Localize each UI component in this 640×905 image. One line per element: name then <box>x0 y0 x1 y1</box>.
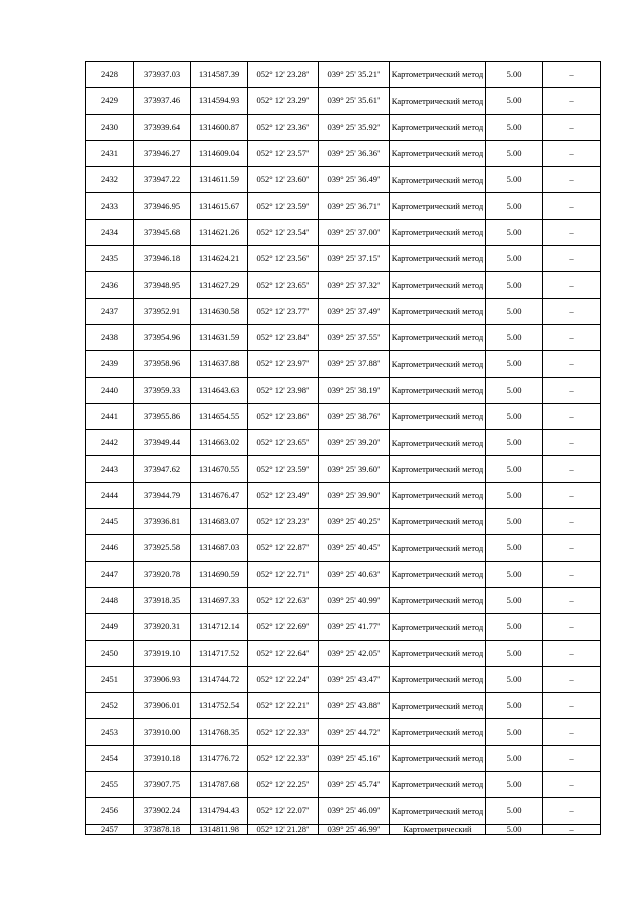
method-cell: Картометрический метод <box>390 666 486 692</box>
note-cell: – <box>543 430 601 456</box>
note-cell: – <box>543 772 601 798</box>
method-cell: Картометрический метод <box>390 614 486 640</box>
accuracy-cell: 5.00 <box>486 482 543 508</box>
latitude-cell: 052° 12' 22.07" <box>248 798 319 824</box>
method-cell: Картометрический метод <box>390 430 486 456</box>
method-cell: Картометрический <box>390 824 486 834</box>
table-row <box>86 298 601 324</box>
table-row <box>86 272 601 298</box>
accuracy-cell: 5.00 <box>486 824 543 834</box>
table-row <box>86 456 601 482</box>
latitude-cell: 052° 12' 23.28" <box>248 62 319 88</box>
y-coordinate-cell: 1314752.54 <box>191 693 248 719</box>
table-row <box>86 614 601 640</box>
note-cell: – <box>543 219 601 245</box>
longitude-cell: 039° 25' 45.16" <box>319 745 390 771</box>
accuracy-cell: 5.00 <box>486 219 543 245</box>
x-coordinate-cell: 373947.62 <box>134 456 191 482</box>
table-row <box>86 140 601 166</box>
longitude-cell: 039° 25' 37.15" <box>319 246 390 272</box>
x-coordinate-cell: 373918.35 <box>134 587 191 613</box>
note-cell: – <box>543 324 601 350</box>
method-cell: Картометрический метод <box>390 640 486 666</box>
table-row <box>86 482 601 508</box>
point-number-cell: 2440 <box>86 377 134 403</box>
y-coordinate-cell: 1314776.72 <box>191 745 248 771</box>
point-number-cell: 2450 <box>86 640 134 666</box>
y-coordinate-cell: 1314687.03 <box>191 535 248 561</box>
accuracy-cell: 5.00 <box>486 640 543 666</box>
x-coordinate-cell: 373910.00 <box>134 719 191 745</box>
longitude-cell: 039° 25' 35.61" <box>319 88 390 114</box>
latitude-cell: 052° 12' 23.98" <box>248 377 319 403</box>
x-coordinate-cell: 373937.03 <box>134 62 191 88</box>
y-coordinate-cell: 1314621.26 <box>191 219 248 245</box>
accuracy-cell: 5.00 <box>486 798 543 824</box>
point-number-cell: 2451 <box>86 666 134 692</box>
note-cell: – <box>543 298 601 324</box>
note-cell: – <box>543 62 601 88</box>
x-coordinate-cell: 373920.31 <box>134 614 191 640</box>
latitude-cell: 052° 12' 22.63" <box>248 587 319 613</box>
x-coordinate-cell: 373925.58 <box>134 535 191 561</box>
x-coordinate-cell: 373944.79 <box>134 482 191 508</box>
x-coordinate-cell: 373906.01 <box>134 693 191 719</box>
note-cell: – <box>543 403 601 429</box>
latitude-cell: 052° 12' 22.25" <box>248 772 319 798</box>
accuracy-cell: 5.00 <box>486 88 543 114</box>
latitude-cell: 052° 12' 23.84" <box>248 324 319 350</box>
point-number-cell: 2439 <box>86 351 134 377</box>
method-cell: Картометрический метод <box>390 482 486 508</box>
method-cell: Картометрический метод <box>390 693 486 719</box>
table-row <box>86 798 601 824</box>
table-row <box>86 745 601 771</box>
table-row <box>86 193 601 219</box>
table-row <box>86 114 601 140</box>
note-cell: – <box>543 88 601 114</box>
point-number-cell: 2437 <box>86 298 134 324</box>
accuracy-cell: 5.00 <box>486 114 543 140</box>
note-cell: – <box>543 509 601 535</box>
accuracy-cell: 5.00 <box>486 351 543 377</box>
accuracy-cell: 5.00 <box>486 430 543 456</box>
method-cell: Картометрический метод <box>390 167 486 193</box>
latitude-cell: 052° 12' 22.33" <box>248 719 319 745</box>
x-coordinate-cell: 373946.27 <box>134 140 191 166</box>
note-cell: – <box>543 272 601 298</box>
latitude-cell: 052° 12' 21.28" <box>248 824 319 834</box>
accuracy-cell: 5.00 <box>486 324 543 350</box>
table-row <box>86 693 601 719</box>
table-row <box>86 246 601 272</box>
longitude-cell: 039° 25' 38.19" <box>319 377 390 403</box>
latitude-cell: 052° 12' 23.86" <box>248 403 319 429</box>
x-coordinate-cell: 373958.96 <box>134 351 191 377</box>
y-coordinate-cell: 1314697.33 <box>191 587 248 613</box>
accuracy-cell: 5.00 <box>486 509 543 535</box>
method-cell: Картометрический метод <box>390 798 486 824</box>
point-number-cell: 2457 <box>86 824 134 834</box>
latitude-cell: 052° 12' 22.87" <box>248 535 319 561</box>
method-cell: Картометрический метод <box>390 140 486 166</box>
latitude-cell: 052° 12' 23.60" <box>248 167 319 193</box>
x-coordinate-cell: 373947.22 <box>134 167 191 193</box>
y-coordinate-cell: 1314670.55 <box>191 456 248 482</box>
method-cell: Картометрический метод <box>390 403 486 429</box>
latitude-cell: 052° 12' 23.57" <box>248 140 319 166</box>
x-coordinate-cell: 373954.96 <box>134 324 191 350</box>
point-number-cell: 2430 <box>86 114 134 140</box>
x-coordinate-cell: 373948.95 <box>134 272 191 298</box>
y-coordinate-cell: 1314712.14 <box>191 614 248 640</box>
table-row <box>86 561 601 587</box>
y-coordinate-cell: 1314637.88 <box>191 351 248 377</box>
accuracy-cell: 5.00 <box>486 719 543 745</box>
latitude-cell: 052° 12' 22.69" <box>248 614 319 640</box>
longitude-cell: 039° 25' 37.32" <box>319 272 390 298</box>
x-coordinate-cell: 373937.46 <box>134 88 191 114</box>
latitude-cell: 052° 12' 23.29" <box>248 88 319 114</box>
longitude-cell: 039° 25' 37.88" <box>319 351 390 377</box>
point-number-cell: 2456 <box>86 798 134 824</box>
accuracy-cell: 5.00 <box>486 772 543 798</box>
point-number-cell: 2436 <box>86 272 134 298</box>
longitude-cell: 039° 25' 36.36" <box>319 140 390 166</box>
x-coordinate-cell: 373907.75 <box>134 772 191 798</box>
point-number-cell: 2446 <box>86 535 134 561</box>
y-coordinate-cell: 1314587.39 <box>191 62 248 88</box>
note-cell: – <box>543 640 601 666</box>
y-coordinate-cell: 1314611.59 <box>191 167 248 193</box>
point-number-cell: 2443 <box>86 456 134 482</box>
note-cell: – <box>543 167 601 193</box>
table-row <box>86 430 601 456</box>
x-coordinate-cell: 373939.64 <box>134 114 191 140</box>
accuracy-cell: 5.00 <box>486 246 543 272</box>
longitude-cell: 039° 25' 37.55" <box>319 324 390 350</box>
y-coordinate-cell: 1314627.29 <box>191 272 248 298</box>
table-row <box>86 351 601 377</box>
note-cell: – <box>543 377 601 403</box>
latitude-cell: 052° 12' 22.33" <box>248 745 319 771</box>
note-cell: – <box>543 561 601 587</box>
latitude-cell: 052° 12' 23.56" <box>248 246 319 272</box>
accuracy-cell: 5.00 <box>486 403 543 429</box>
longitude-cell: 039° 25' 37.49" <box>319 298 390 324</box>
y-coordinate-cell: 1314717.52 <box>191 640 248 666</box>
longitude-cell: 039° 25' 36.71" <box>319 193 390 219</box>
longitude-cell: 039° 25' 41.77" <box>319 614 390 640</box>
longitude-cell: 039° 25' 46.09" <box>319 798 390 824</box>
accuracy-cell: 5.00 <box>486 193 543 219</box>
y-coordinate-cell: 1314744.72 <box>191 666 248 692</box>
method-cell: Картометрический метод <box>390 509 486 535</box>
latitude-cell: 052° 12' 23.65" <box>248 272 319 298</box>
x-coordinate-cell: 373959.33 <box>134 377 191 403</box>
note-cell: – <box>543 824 601 834</box>
accuracy-cell: 5.00 <box>486 666 543 692</box>
longitude-cell: 039° 25' 40.25" <box>319 509 390 535</box>
point-number-cell: 2431 <box>86 140 134 166</box>
x-coordinate-cell: 373920.78 <box>134 561 191 587</box>
note-cell: – <box>543 798 601 824</box>
y-coordinate-cell: 1314631.59 <box>191 324 248 350</box>
accuracy-cell: 5.00 <box>486 377 543 403</box>
method-cell: Картометрический метод <box>390 719 486 745</box>
accuracy-cell: 5.00 <box>486 535 543 561</box>
note-cell: – <box>543 666 601 692</box>
x-coordinate-cell: 373878.18 <box>134 824 191 834</box>
longitude-cell: 039° 25' 40.45" <box>319 535 390 561</box>
table-row-last <box>86 824 601 834</box>
latitude-cell: 052° 12' 23.54" <box>248 219 319 245</box>
y-coordinate-cell: 1314615.67 <box>191 193 248 219</box>
latitude-cell: 052° 12' 23.65" <box>248 430 319 456</box>
method-cell: Картометрический метод <box>390 272 486 298</box>
table-row <box>86 719 601 745</box>
y-coordinate-cell: 1314690.59 <box>191 561 248 587</box>
note-cell: – <box>543 140 601 166</box>
point-number-cell: 2449 <box>86 614 134 640</box>
point-number-cell: 2455 <box>86 772 134 798</box>
x-coordinate-cell: 373919.10 <box>134 640 191 666</box>
longitude-cell: 039° 25' 40.63" <box>319 561 390 587</box>
longitude-cell: 039° 25' 43.88" <box>319 693 390 719</box>
method-cell: Картометрический метод <box>390 587 486 613</box>
method-cell: Картометрический метод <box>390 88 486 114</box>
latitude-cell: 052° 12' 23.77" <box>248 298 319 324</box>
latitude-cell: 052° 12' 23.23" <box>248 509 319 535</box>
point-number-cell: 2447 <box>86 561 134 587</box>
longitude-cell: 039° 25' 44.72" <box>319 719 390 745</box>
longitude-cell: 039° 25' 45.74" <box>319 772 390 798</box>
point-number-cell: 2429 <box>86 88 134 114</box>
note-cell: – <box>543 614 601 640</box>
table-row <box>86 219 601 245</box>
table-row <box>86 324 601 350</box>
accuracy-cell: 5.00 <box>486 561 543 587</box>
latitude-cell: 052° 12' 22.21" <box>248 693 319 719</box>
y-coordinate-cell: 1314643.63 <box>191 377 248 403</box>
note-cell: – <box>543 193 601 219</box>
note-cell: – <box>543 693 601 719</box>
accuracy-cell: 5.00 <box>486 693 543 719</box>
y-coordinate-cell: 1314787.68 <box>191 772 248 798</box>
x-coordinate-cell: 373949.44 <box>134 430 191 456</box>
table-row <box>86 535 601 561</box>
point-number-cell: 2428 <box>86 62 134 88</box>
y-coordinate-cell: 1314683.07 <box>191 509 248 535</box>
y-coordinate-cell: 1314663.02 <box>191 430 248 456</box>
note-cell: – <box>543 535 601 561</box>
note-cell: – <box>543 745 601 771</box>
y-coordinate-cell: 1314811.98 <box>191 824 248 834</box>
method-cell: Картометрический метод <box>390 219 486 245</box>
y-coordinate-cell: 1314794.43 <box>191 798 248 824</box>
x-coordinate-cell: 373945.68 <box>134 219 191 245</box>
point-number-cell: 2453 <box>86 719 134 745</box>
note-cell: – <box>543 114 601 140</box>
method-cell: Картометрический метод <box>390 535 486 561</box>
note-cell: – <box>543 482 601 508</box>
method-cell: Картометрический метод <box>390 298 486 324</box>
note-cell: – <box>543 587 601 613</box>
note-cell: – <box>543 719 601 745</box>
point-number-cell: 2441 <box>86 403 134 429</box>
table-row <box>86 377 601 403</box>
note-cell: – <box>543 246 601 272</box>
point-number-cell: 2445 <box>86 509 134 535</box>
table-row <box>86 509 601 535</box>
x-coordinate-cell: 373952.91 <box>134 298 191 324</box>
longitude-cell: 039° 25' 40.99" <box>319 587 390 613</box>
accuracy-cell: 5.00 <box>486 167 543 193</box>
x-coordinate-cell: 373902.24 <box>134 798 191 824</box>
latitude-cell: 052° 12' 23.59" <box>248 193 319 219</box>
x-coordinate-cell: 373955.86 <box>134 403 191 429</box>
latitude-cell: 052° 12' 22.71" <box>248 561 319 587</box>
latitude-cell: 052° 12' 23.97" <box>248 351 319 377</box>
method-cell: Картометрический метод <box>390 114 486 140</box>
y-coordinate-cell: 1314654.55 <box>191 403 248 429</box>
table-row <box>86 666 601 692</box>
point-number-cell: 2444 <box>86 482 134 508</box>
table-row <box>86 88 601 114</box>
latitude-cell: 052° 12' 23.59" <box>248 456 319 482</box>
longitude-cell: 039° 25' 36.49" <box>319 167 390 193</box>
x-coordinate-cell: 373946.95 <box>134 193 191 219</box>
method-cell: Картометрический метод <box>390 377 486 403</box>
y-coordinate-cell: 1314594.93 <box>191 88 248 114</box>
y-coordinate-cell: 1314624.21 <box>191 246 248 272</box>
longitude-cell: 039° 25' 37.00" <box>319 219 390 245</box>
point-number-cell: 2432 <box>86 167 134 193</box>
longitude-cell: 039° 25' 42.05" <box>319 640 390 666</box>
longitude-cell: 039° 25' 43.47" <box>319 666 390 692</box>
note-cell: – <box>543 456 601 482</box>
method-cell: Картометрический метод <box>390 324 486 350</box>
y-coordinate-cell: 1314600.87 <box>191 114 248 140</box>
accuracy-cell: 5.00 <box>486 745 543 771</box>
method-cell: Картометрический метод <box>390 62 486 88</box>
point-number-cell: 2434 <box>86 219 134 245</box>
table-row <box>86 640 601 666</box>
table-row <box>86 403 601 429</box>
y-coordinate-cell: 1314630.58 <box>191 298 248 324</box>
accuracy-cell: 5.00 <box>486 298 543 324</box>
x-coordinate-cell: 373910.18 <box>134 745 191 771</box>
x-coordinate-cell: 373936.81 <box>134 509 191 535</box>
longitude-cell: 039° 25' 39.60" <box>319 456 390 482</box>
longitude-cell: 039° 25' 38.76" <box>319 403 390 429</box>
method-cell: Картометрический метод <box>390 246 486 272</box>
point-number-cell: 2452 <box>86 693 134 719</box>
table-row <box>86 167 601 193</box>
method-cell: Картометрический метод <box>390 193 486 219</box>
latitude-cell: 052° 12' 23.49" <box>248 482 319 508</box>
longitude-cell: 039° 25' 46.99" <box>319 824 390 834</box>
longitude-cell: 039° 25' 39.90" <box>319 482 390 508</box>
x-coordinate-cell: 373946.18 <box>134 246 191 272</box>
accuracy-cell: 5.00 <box>486 140 543 166</box>
method-cell: Картометрический метод <box>390 772 486 798</box>
table-row <box>86 587 601 613</box>
table-body <box>86 62 601 835</box>
latitude-cell: 052° 12' 22.24" <box>248 666 319 692</box>
coordinates-table <box>85 61 601 835</box>
table-row <box>86 772 601 798</box>
note-cell: – <box>543 351 601 377</box>
latitude-cell: 052° 12' 23.36" <box>248 114 319 140</box>
method-cell: Картометрический метод <box>390 561 486 587</box>
point-number-cell: 2454 <box>86 745 134 771</box>
method-cell: Картометрический метод <box>390 745 486 771</box>
point-number-cell: 2438 <box>86 324 134 350</box>
y-coordinate-cell: 1314676.47 <box>191 482 248 508</box>
accuracy-cell: 5.00 <box>486 62 543 88</box>
method-cell: Картометрический метод <box>390 351 486 377</box>
longitude-cell: 039° 25' 39.20" <box>319 430 390 456</box>
longitude-cell: 039° 25' 35.92" <box>319 114 390 140</box>
point-number-cell: 2442 <box>86 430 134 456</box>
accuracy-cell: 5.00 <box>486 272 543 298</box>
accuracy-cell: 5.00 <box>486 456 543 482</box>
y-coordinate-cell: 1314609.04 <box>191 140 248 166</box>
accuracy-cell: 5.00 <box>486 587 543 613</box>
latitude-cell: 052° 12' 22.64" <box>248 640 319 666</box>
y-coordinate-cell: 1314768.35 <box>191 719 248 745</box>
x-coordinate-cell: 373906.93 <box>134 666 191 692</box>
table-row <box>86 62 601 88</box>
point-number-cell: 2448 <box>86 587 134 613</box>
method-cell: Картометрический метод <box>390 456 486 482</box>
point-number-cell: 2433 <box>86 193 134 219</box>
longitude-cell: 039° 25' 35.21" <box>319 62 390 88</box>
accuracy-cell: 5.00 <box>486 614 543 640</box>
point-number-cell: 2435 <box>86 246 134 272</box>
